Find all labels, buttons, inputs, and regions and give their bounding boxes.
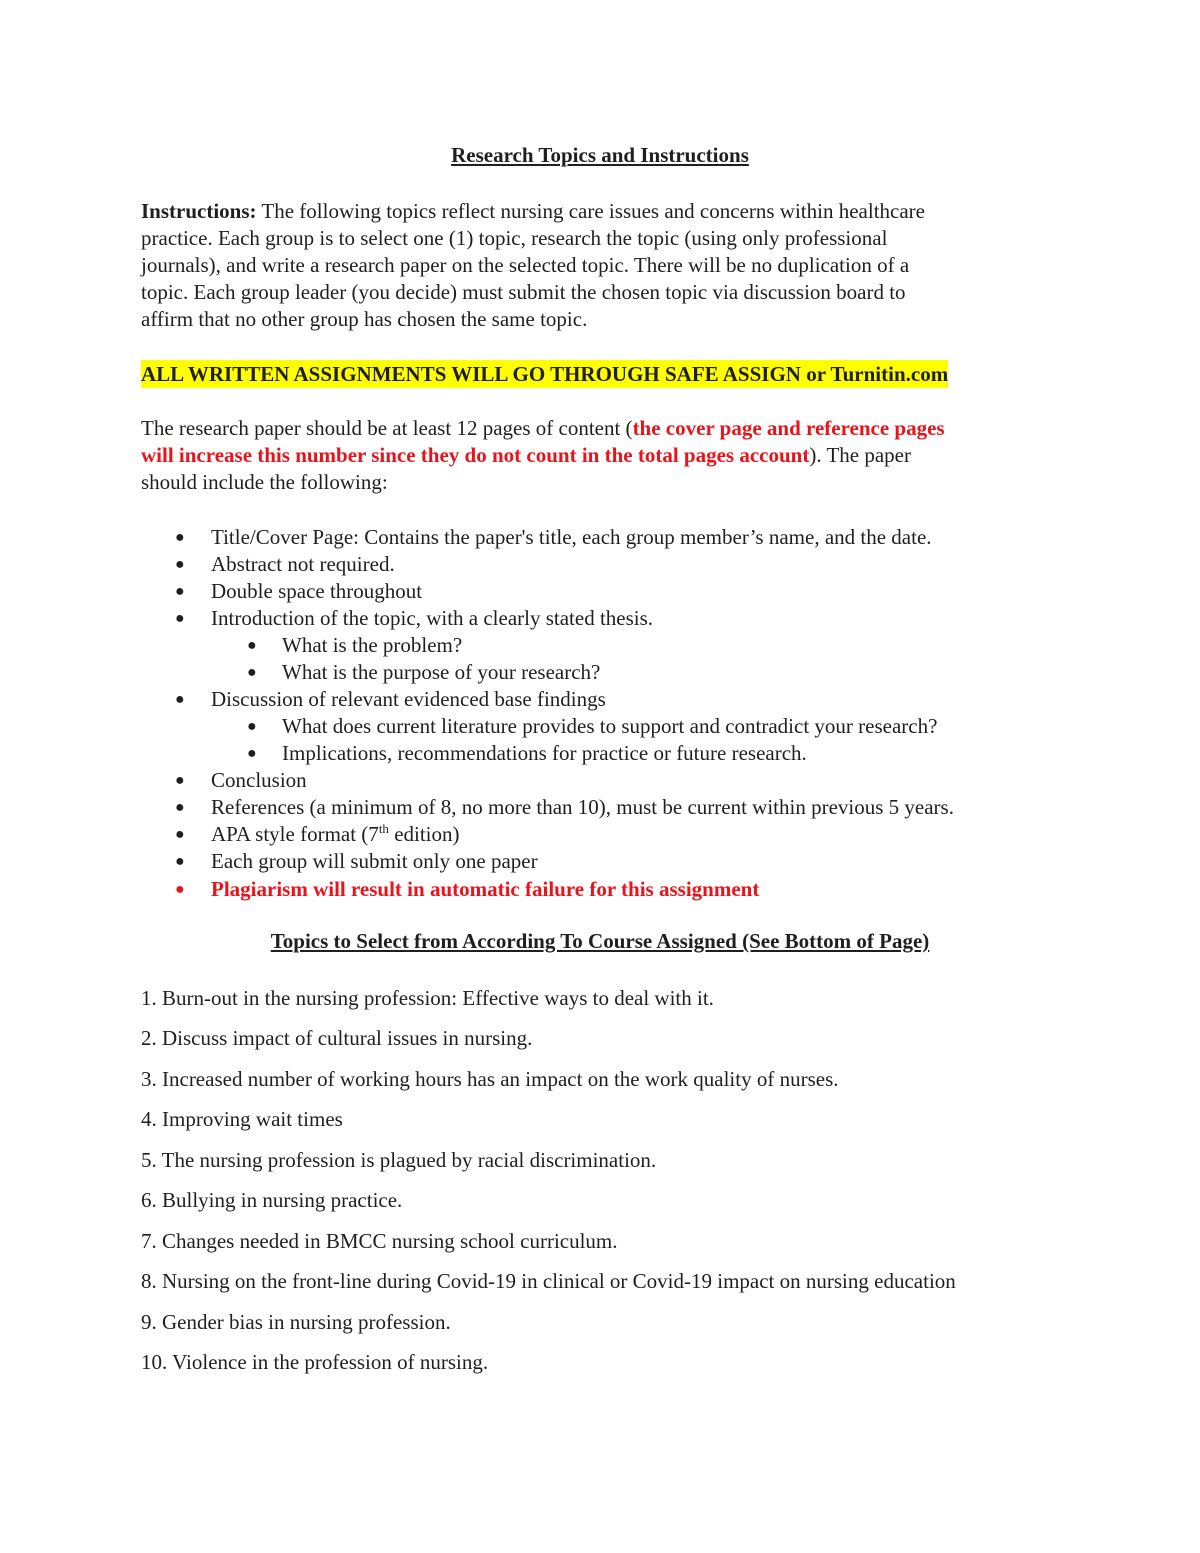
requirement-item: Double space throughout xyxy=(211,579,423,603)
apa-superscript: th xyxy=(378,821,389,836)
topic-item: 2. Discuss impact of cultural issues in nursing. xyxy=(141,1026,533,1050)
requirement-item: References (a minimum of 8, no more than 10), must be current within previous 5 years. xyxy=(211,795,954,819)
topic-item: 9. Gender bias in nursing profession. xyxy=(141,1310,451,1334)
highlight-notice-line xyxy=(141,361,948,388)
apa-text-end: edition) xyxy=(388,822,460,846)
instructions-text-1: The following topics reflect nursing care issues and concerns within healthcare xyxy=(256,199,925,223)
length-line-1 xyxy=(141,415,945,442)
topic-item: 4. Improving wait times xyxy=(141,1107,343,1131)
requirement-item: Conclusion xyxy=(211,768,307,792)
bullet-icon: ● xyxy=(175,853,185,870)
requirement-subitem: Implications, recommendations for practice or future research. xyxy=(282,741,807,765)
length-line-2 xyxy=(141,442,911,469)
requirement-item xyxy=(211,821,460,848)
topic-item: 1. Burn-out in the nursing profession: Effective ways to deal with it. xyxy=(141,986,714,1010)
topic-item: 7. Changes needed in BMCC nursing school curriculum. xyxy=(141,1229,618,1253)
requirement-item: Each group will submit only one paper xyxy=(211,849,538,873)
instructions-line-3: journals), and write a research paper on the selected topic. There will be no duplication of a xyxy=(141,253,910,277)
instructions-line-4: topic. Each group leader (you decide) must submit the chosen topic via discussion board to xyxy=(141,280,906,304)
plagiarism-warning: Plagiarism will result in automatic failure for this assignment xyxy=(211,877,760,901)
topics-heading: Topics to Select from According To Course Assigned (See Bottom of Page) xyxy=(270,929,930,953)
bullet-icon: ● xyxy=(175,772,185,789)
requirement-item: Introduction of the topic, with a clearly stated thesis. xyxy=(211,606,654,630)
requirement-item: Abstract not required. xyxy=(211,552,395,576)
bullet-icon: ● xyxy=(175,799,185,816)
page-title: Research Topics and Instructions xyxy=(451,143,749,167)
highlight-notice: ALL WRITTEN ASSIGNMENTS WILL GO THROUGH SAFE ASSIGN or Turnitin.com xyxy=(141,362,949,386)
bullet-icon: ● xyxy=(175,556,185,573)
instructions-line-2: practice. Each group is to select one (1) topic, research the topic (using only professional xyxy=(141,226,888,250)
bullet-icon: ● xyxy=(175,583,185,600)
requirement-subitem: What does current literature provides to support and contradict your research? xyxy=(282,714,938,738)
topic-item: 10. Violence in the profession of nursing. xyxy=(141,1350,489,1374)
bullet-icon: ● xyxy=(247,637,257,654)
length-line-3: should include the following: xyxy=(141,470,388,494)
instructions-line-1 xyxy=(141,198,925,225)
bullet-icon: ● xyxy=(175,610,185,627)
topic-item: 8. Nursing on the front-line during Covid-19 in clinical or Covid-19 impact on nursing education xyxy=(141,1269,956,1293)
bullet-icon: ● xyxy=(175,691,185,708)
bullet-icon: ● xyxy=(175,529,185,546)
instructions-line-5: affirm that no other group has chosen the same topic. xyxy=(141,307,588,331)
topic-item: 5. The nursing profession is plagued by racial discrimination. xyxy=(141,1148,657,1172)
topic-item: 3. Increased number of working hours has an impact on the work quality of nurses. xyxy=(141,1067,839,1091)
requirement-subitem: What is the problem? xyxy=(282,633,463,657)
bullet-icon: ● xyxy=(247,664,257,681)
requirement-item: Title/Cover Page: Contains the paper's title, each group member’s name, and the date. xyxy=(211,525,932,549)
requirement-subitem: What is the purpose of your research? xyxy=(282,660,601,684)
length-red-2: will increase this number since they do not count in the total pages account xyxy=(141,443,810,467)
bullet-icon: ● xyxy=(247,745,257,762)
length-text-1: The research paper should be at least 12 pages of content ( xyxy=(141,416,633,440)
length-red-1: the cover page and reference pages xyxy=(632,416,945,440)
topic-item: 6. Bullying in nursing practice. xyxy=(141,1188,403,1212)
bullet-icon: ● xyxy=(247,718,257,735)
instructions-label: Instructions: xyxy=(141,199,257,223)
apa-text: APA style format (7 xyxy=(211,822,379,846)
bullet-icon: ● xyxy=(175,826,185,843)
bullet-icon: ● xyxy=(175,881,185,898)
length-text-2: ). The paper xyxy=(809,443,911,467)
requirement-item: Discussion of relevant evidenced base findings xyxy=(211,687,606,711)
